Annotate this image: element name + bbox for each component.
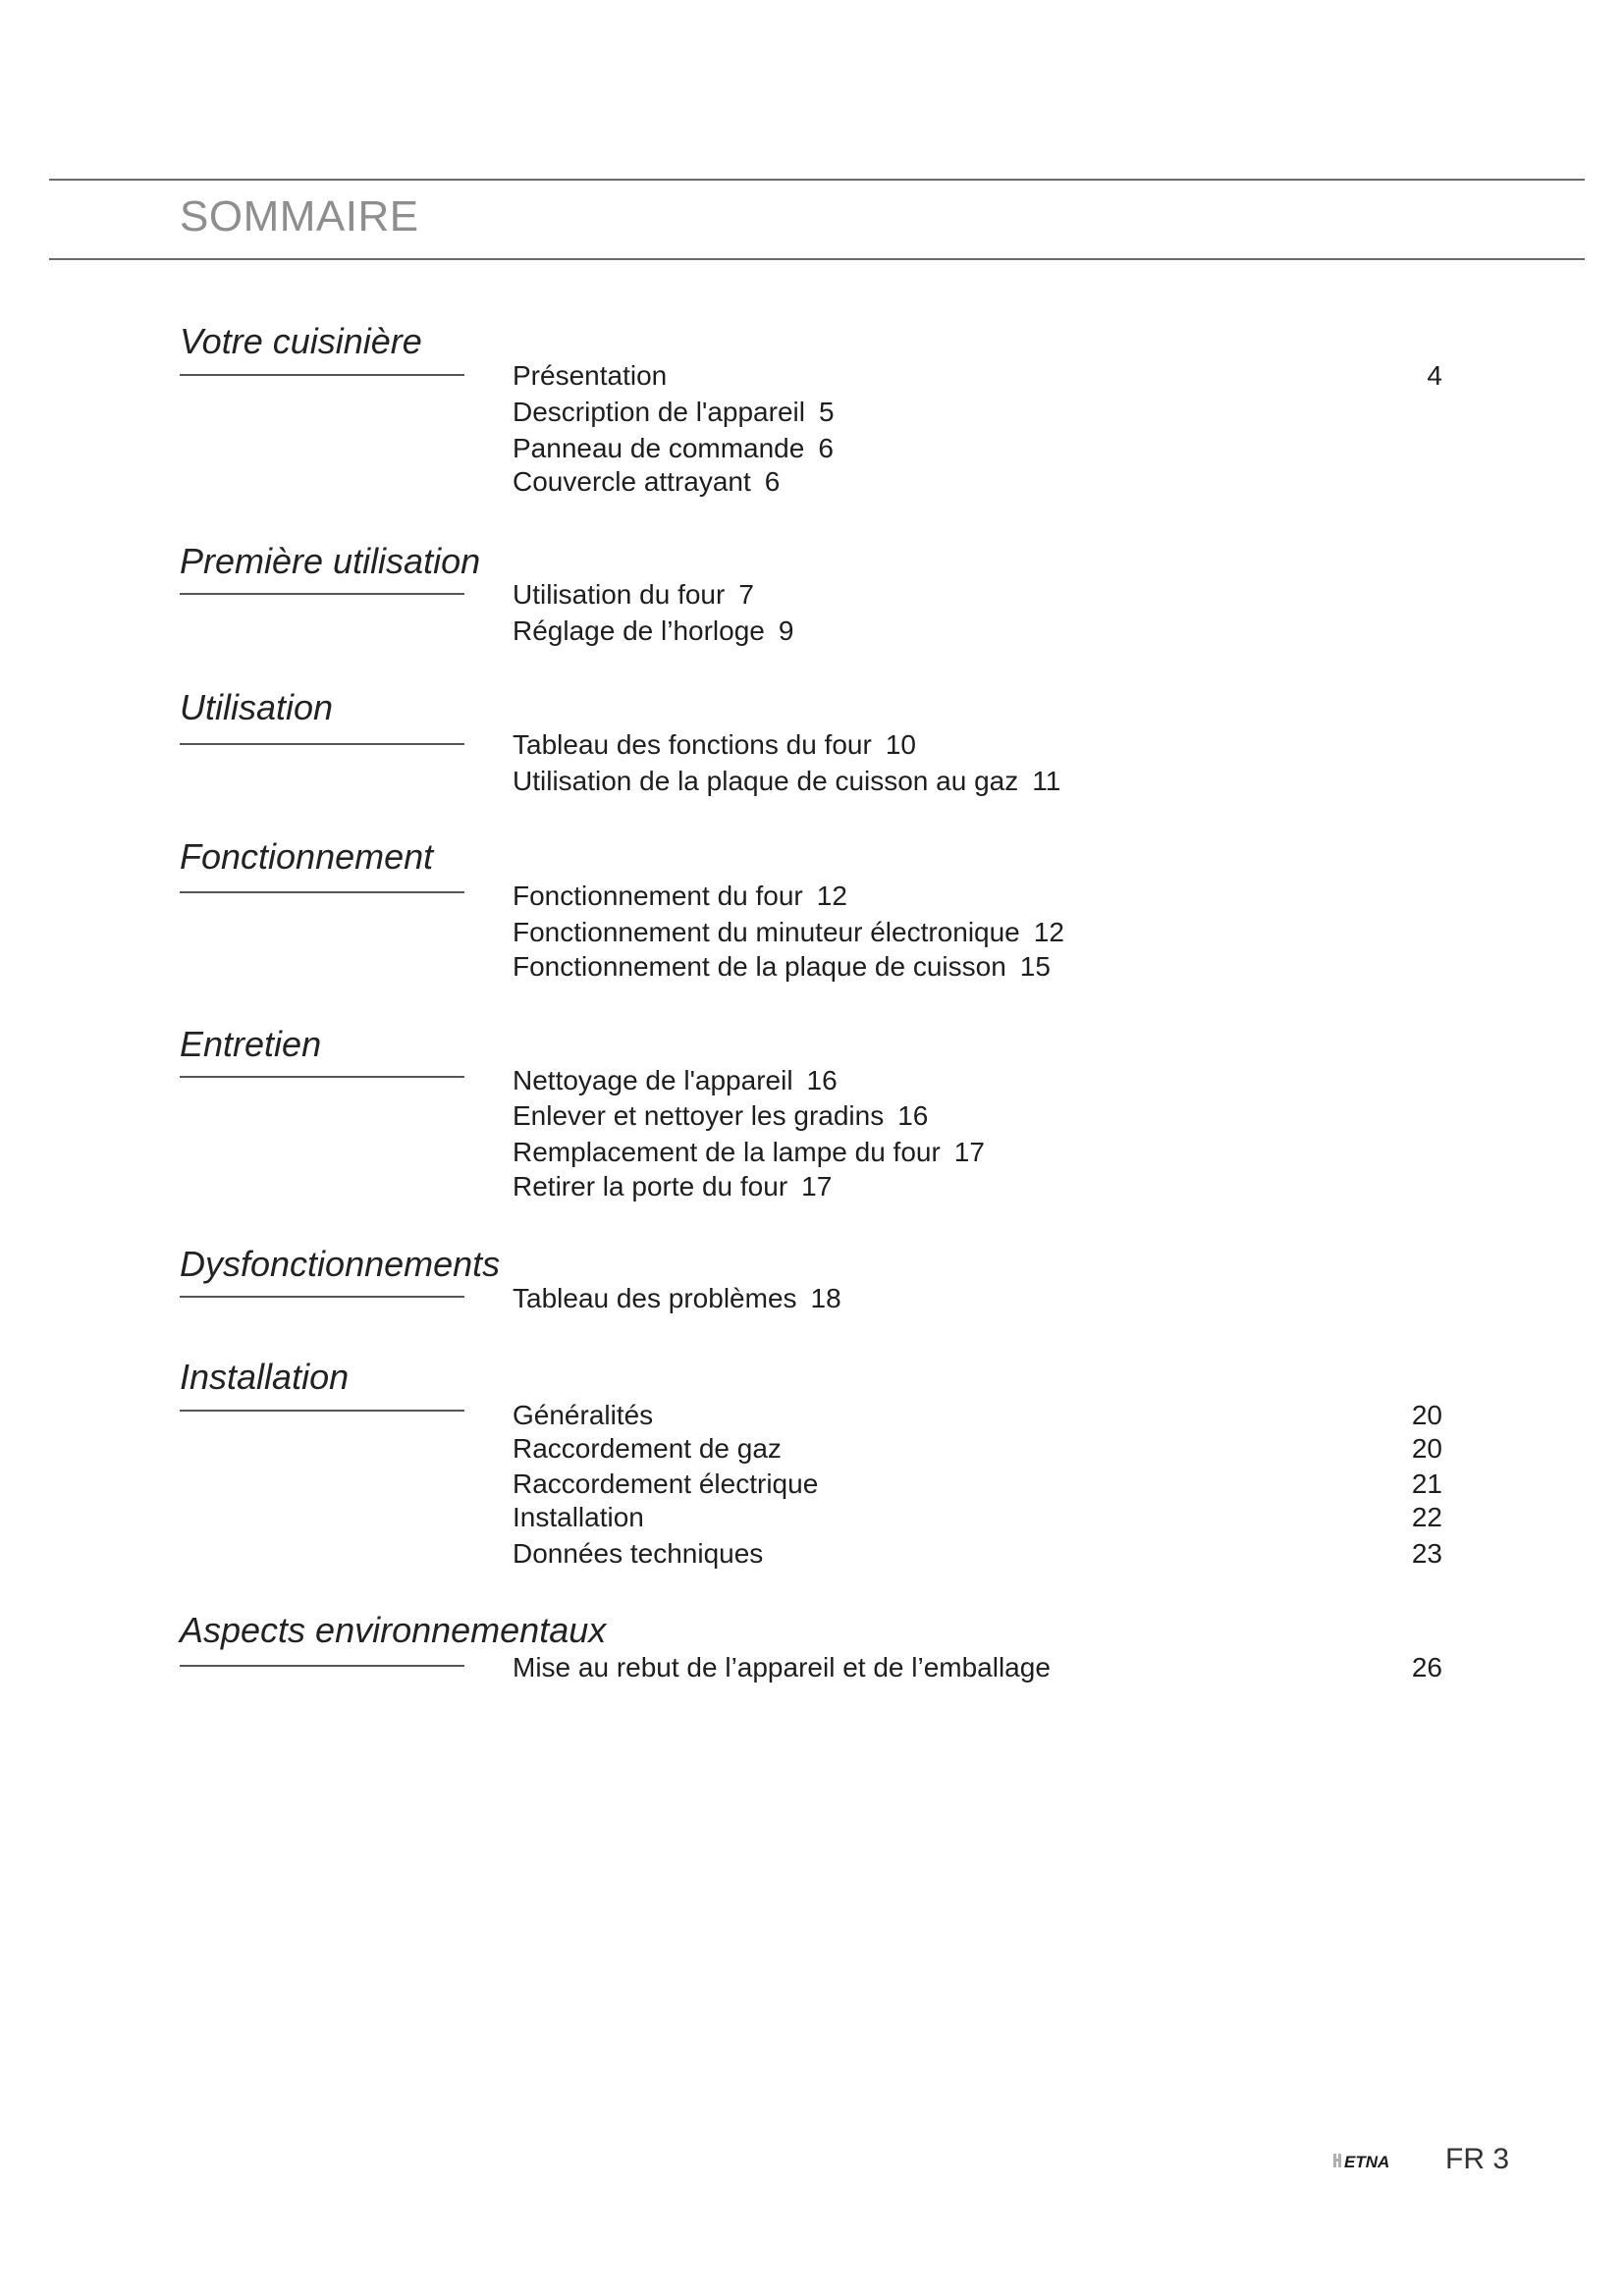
toc-entry[interactable]	[513, 1468, 818, 1501]
toc-entry[interactable]	[513, 880, 847, 913]
toc-entry[interactable]	[513, 1501, 644, 1534]
section-heading: Dysfonctionnements	[180, 1244, 501, 1284]
entry-label: Fonctionnement de la plaque de cuisson	[513, 951, 1006, 982]
toc-entry[interactable]	[513, 614, 793, 648]
entry-label: Retirer la porte du four	[513, 1171, 788, 1201]
page-number: FR 3	[1445, 2143, 1510, 2175]
entry-label: Tableau des fonctions du four	[513, 729, 872, 760]
entry-label: Données techniques	[513, 1538, 764, 1569]
entry-label: Enlever et nettoyer les gradins	[513, 1100, 885, 1131]
entry-page: 6	[764, 466, 781, 497]
entry-page: 11	[1032, 766, 1061, 796]
entry-label: Description de l'appareil	[513, 397, 805, 427]
entry-page: 6	[818, 433, 834, 463]
section-heading: Utilisation	[180, 687, 334, 727]
section-heading: Aspects environnementaux	[180, 1610, 607, 1650]
entry-page: 15	[1019, 951, 1051, 982]
section-rule	[180, 1665, 464, 1667]
entry-label: Raccordement de gaz	[513, 1433, 782, 1464]
toc-entry[interactable]	[513, 728, 916, 762]
entry-label: Mise au rebut de l’appareil et de l’emballage	[513, 1652, 1051, 1682]
toc-entry[interactable]	[513, 765, 1060, 798]
toc-entry[interactable]	[513, 578, 754, 612]
toc-entry[interactable]	[513, 1537, 763, 1571]
entry-page: 12	[816, 881, 847, 911]
entry-label: Remplacement de la lampe du four	[513, 1137, 941, 1167]
entry-label: Nettoyage de l'appareil	[513, 1065, 793, 1095]
section-heading: Fonctionnement	[180, 836, 434, 877]
toc-entry[interactable]	[513, 432, 834, 465]
entry-label: Généralités	[513, 1400, 654, 1430]
page-title: SOMMAIRE	[180, 192, 419, 240]
toc-entry[interactable]	[513, 1170, 832, 1203]
toc-entry[interactable]	[513, 465, 780, 499]
entry-page: 18	[810, 1283, 841, 1313]
entry-label: Panneau de commande	[513, 433, 805, 463]
section-rule	[180, 374, 464, 376]
etna-logo	[1333, 2145, 1406, 2174]
section-rule	[180, 1410, 464, 1412]
entry-page: 17	[801, 1171, 833, 1201]
entry-page: 12	[1033, 917, 1064, 947]
toc-entry[interactable]	[513, 1282, 841, 1315]
entry-page: 26	[1411, 1652, 1442, 1682]
entry-label: Couvercle attrayant	[513, 466, 751, 497]
section-rule	[180, 743, 464, 745]
toc-entry[interactable]	[513, 1099, 928, 1133]
entry-page: 20	[1411, 1400, 1442, 1430]
toc-entry[interactable]	[513, 1651, 1051, 1684]
entry-label: Raccordement électrique	[513, 1468, 819, 1499]
entry-page: 16	[897, 1100, 929, 1131]
entry-page: 23	[1411, 1538, 1442, 1569]
svg-text:ETNA: ETNA	[1344, 2153, 1390, 2171]
toc-entry[interactable]	[513, 396, 835, 429]
entry-label: Fonctionnement du four	[513, 881, 803, 911]
entry-page: 21	[1411, 1468, 1442, 1499]
entry-page: 9	[778, 615, 794, 646]
section-rule	[180, 891, 464, 893]
entry-page: 4	[1427, 360, 1442, 391]
entry-page: 7	[738, 579, 754, 610]
entry-page: 10	[885, 729, 916, 760]
entry-label: Fonctionnement du minuteur électronique	[513, 917, 1020, 947]
entry-label: Utilisation de la plaque de cuisson au gaz	[513, 766, 1019, 796]
entry-page: 5	[818, 397, 835, 427]
toc-entry[interactable]	[513, 916, 1064, 949]
title-rule	[49, 258, 1585, 260]
toc-entry[interactable]	[513, 1399, 653, 1432]
section-heading: Installation	[180, 1357, 350, 1397]
section-heading: Première utilisation	[180, 541, 481, 581]
toc-entry[interactable]	[513, 1064, 838, 1097]
entry-label: Présentation	[513, 360, 668, 391]
entry-page: 22	[1411, 1502, 1442, 1532]
top-rule	[49, 179, 1585, 181]
entry-page: 16	[806, 1065, 838, 1095]
toc-entry[interactable]	[513, 359, 667, 393]
entry-page: 20	[1411, 1433, 1442, 1464]
entry-label: Utilisation du four	[513, 579, 726, 610]
page-footer	[1333, 2143, 1509, 2176]
entry-label: Installation	[513, 1502, 644, 1532]
entry-label: Tableau des problèmes	[513, 1283, 797, 1313]
section-rule	[180, 593, 464, 595]
section-rule	[180, 1076, 464, 1078]
toc-entry[interactable]	[513, 950, 1051, 984]
entry-label: Réglage de l’horloge	[513, 615, 765, 646]
toc-entry[interactable]	[513, 1432, 782, 1466]
toc-entry[interactable]	[513, 1136, 985, 1169]
section-rule	[180, 1296, 464, 1298]
entry-page: 17	[953, 1137, 985, 1167]
section-heading: Votre cuisinière	[180, 321, 422, 361]
section-heading: Entretien	[180, 1024, 322, 1064]
